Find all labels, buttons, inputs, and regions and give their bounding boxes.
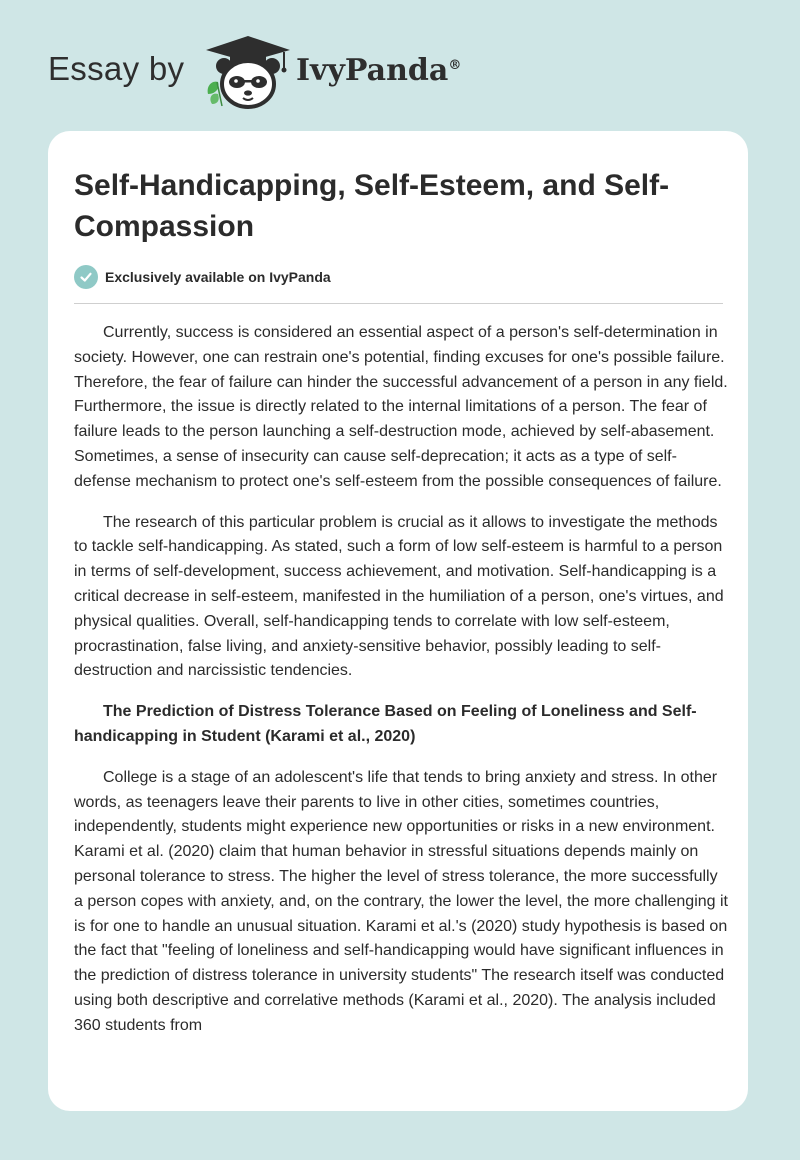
exclusive-label: Exclusively available on IvyPanda <box>105 269 331 285</box>
article-card <box>48 131 748 1111</box>
exclusive-badge <box>74 264 331 290</box>
brand-name[interactable] <box>296 53 461 88</box>
essay-by-label: Essay by <box>48 50 185 87</box>
paragraph: The research of this particular problem is crucial as it allows to investigate the methods to tackle self-handicapping. As stated, such a form of low self-esteem is harmful to a person in terms of self-development, success achievement, and motivation. Self-handicapping is a critical decrease in self-esteem, manifested in the humiliation of a person, one's virtues, and physical qualities. Overall, self-handicapping tends to correlate with low self-esteem, procrastination, false living, and anxiety-sensitive behavior, possibly leading to self-destruction and narcissistic tendencies. <box>74 513 724 680</box>
site-header <box>0 0 800 130</box>
section-heading: The Prediction of Distress Tolerance Based on Feeling of Loneliness and Self-handicapping in Student (Karami et al., 2020) <box>74 703 697 745</box>
paragraph: College is a stage of an adolescent's life that tends to bring anxiety and stress. In other words, as teenagers leave their parents to live in other cities, sometimes countries, independently, students might experience new opportunities or risks in a new environment. Karami et al. (2020) claim that human behavior in stressful situations depends mainly on personal tolerance to stress. The higher the level of stress tolerance, the more successfully a person copes with anxiety, and, on the contrary, the lower the level, the more challenging it is for one to handle an unusual situation. Karami et al.'s (2020) study hypothesis is based on the fact that "feeling of loneliness and self-handicapping would have significant influences in the prediction of distress tolerance in university students" The research itself was conducted using both descriptive and correlative methods (Karami et al., 2020). The analysis included 360 students from <box>74 768 728 1034</box>
brand-name-text: IvyPanda <box>296 53 449 88</box>
divider <box>74 303 723 304</box>
paragraph: Currently, success is considered an essential aspect of a person's self-determination in society. However, one can restrain one's potential, finding excuses for one's possible failure. Therefore, the fear of failure can hinder the successful advancement of a person in any field. Furthermore, the issue is directly related to the internal limitations of a person. The fear of failure leads to the person launching a self-destruction mode, achieved by self-abasement. Sometimes, a sense of insecurity can cause self-deprecation; it acts as a type of self-defense mechanism to protect one's self-esteem from the possible consequences of failure. <box>74 324 728 490</box>
article-body <box>74 321 728 1055</box>
registered-mark: ® <box>448 58 462 73</box>
article-title: Self-Handicapping, Self-Esteem, and Self-Compassion <box>74 169 670 243</box>
check-icon <box>74 265 98 289</box>
panda-logo-icon[interactable] <box>200 32 296 112</box>
ivy-leaf-icon <box>208 82 222 106</box>
